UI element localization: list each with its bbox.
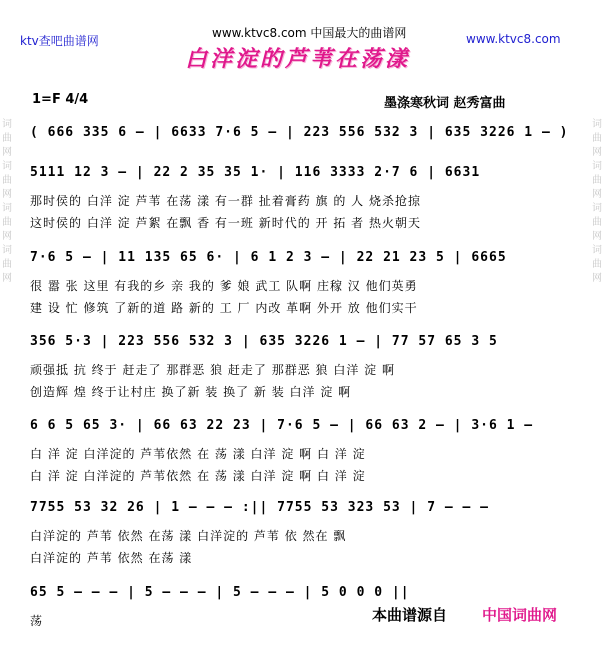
- score-line-7: 65 5 – – – | 5 – – – | 5 – – – | 5 0 0 0 ||: [30, 585, 410, 600]
- authors: 墨涤寒秋词 赵秀富曲: [384, 96, 506, 111]
- lyric-line-7a: 荡: [30, 614, 44, 628]
- score-line-5: 6 6 5 65 3· | 66 63 22 23 | 7·6 5 – | 66 63 2 – | 3·6 1 –: [30, 418, 534, 433]
- score-line-4: 356 5·3 | 223 556 532 3 | 635 3226 1 – | 77 57 65 3 5: [30, 334, 498, 349]
- score-line-1: ( 666 335 6 – | 6633 7·6 5 – | 223 556 532 3 | 635 3226 1 – ): [30, 125, 569, 140]
- score-line-6: 7755 53 32 26 | 1 – – – :|| 7755 53 323 53 | 7 – – –: [30, 500, 489, 515]
- lyric-line-6a: 白洋淀的 芦苇 依然 在荡 漾 白洋淀的 芦苇 依 然在 飘: [30, 529, 347, 543]
- lyric-line-2a: 那时侯的 白洋 淀 芦苇 在荡 漾 有一群 扯着膏药 旗 的 人 烧杀抢掠: [30, 194, 421, 208]
- side-watermark-left: 词曲网词曲网词曲网词曲网: [2, 119, 12, 284]
- page-title: 白洋淀的芦苇在荡漾: [185, 47, 411, 72]
- score-line-2: 5111 12 3 – | 22 2 35 35 1· | 116 3333 2·7 6 | 6631: [30, 165, 481, 180]
- side-watermark-right: 词曲网词曲网词曲网词曲网: [592, 119, 602, 284]
- lyric-line-2b: 这时侯的 白洋 淀 芦絮 在飘 香 有一班 新时代的 开 拓 者 热火朝天: [30, 216, 421, 230]
- score-line-3: 7·6 5 – | 11 135 65 6· | 6 1 2 3 – | 22 21 23 5 | 6665: [30, 250, 507, 265]
- lyric-line-5b: 白 洋 淀 白洋淀的 芦苇依然 在 荡 漾 白洋 淀 啊 白 洋 淀: [30, 469, 366, 483]
- lyric-line-4a: 顽强抵 抗 终于 赶走了 那群恶 狼 赶走了 那群恶 狼 白洋 淀 啊: [30, 363, 395, 377]
- source-site-link[interactable]: 中国词曲网: [482, 606, 558, 624]
- lyric-line-3b: 建 设 忙 修筑 了新的道 路 新的 工 厂 内改 革啊 外开 放 他们实干: [30, 301, 418, 315]
- lyric-line-3a: 很 嚣 张 这里 有我的乡 亲 我的 爹 娘 武工 队啊 庄稼 汉 他们英勇: [30, 279, 418, 293]
- lyric-line-5a: 白 洋 淀 白洋淀的 芦苇依然 在 荡 漾 白洋 淀 啊 白 洋 淀: [30, 447, 366, 461]
- header-right-site[interactable]: www.ktvc8.com: [466, 32, 561, 46]
- lyric-line-4b: 创造辉 煌 终于让村庄 换了新 装 换了 新 装 白洋 淀 啊: [30, 385, 352, 399]
- lyric-line-6b: 白洋淀的 芦苇 依然 在荡 漾: [30, 551, 193, 565]
- header-center-site[interactable]: www.ktvc8.com 中国最大的曲谱网: [212, 26, 407, 40]
- source-prefix: 本曲谱源自: [372, 606, 448, 624]
- key-signature: 1=F 4/4: [32, 92, 89, 107]
- header-left-site[interactable]: ktv查吧曲谱网: [20, 34, 99, 48]
